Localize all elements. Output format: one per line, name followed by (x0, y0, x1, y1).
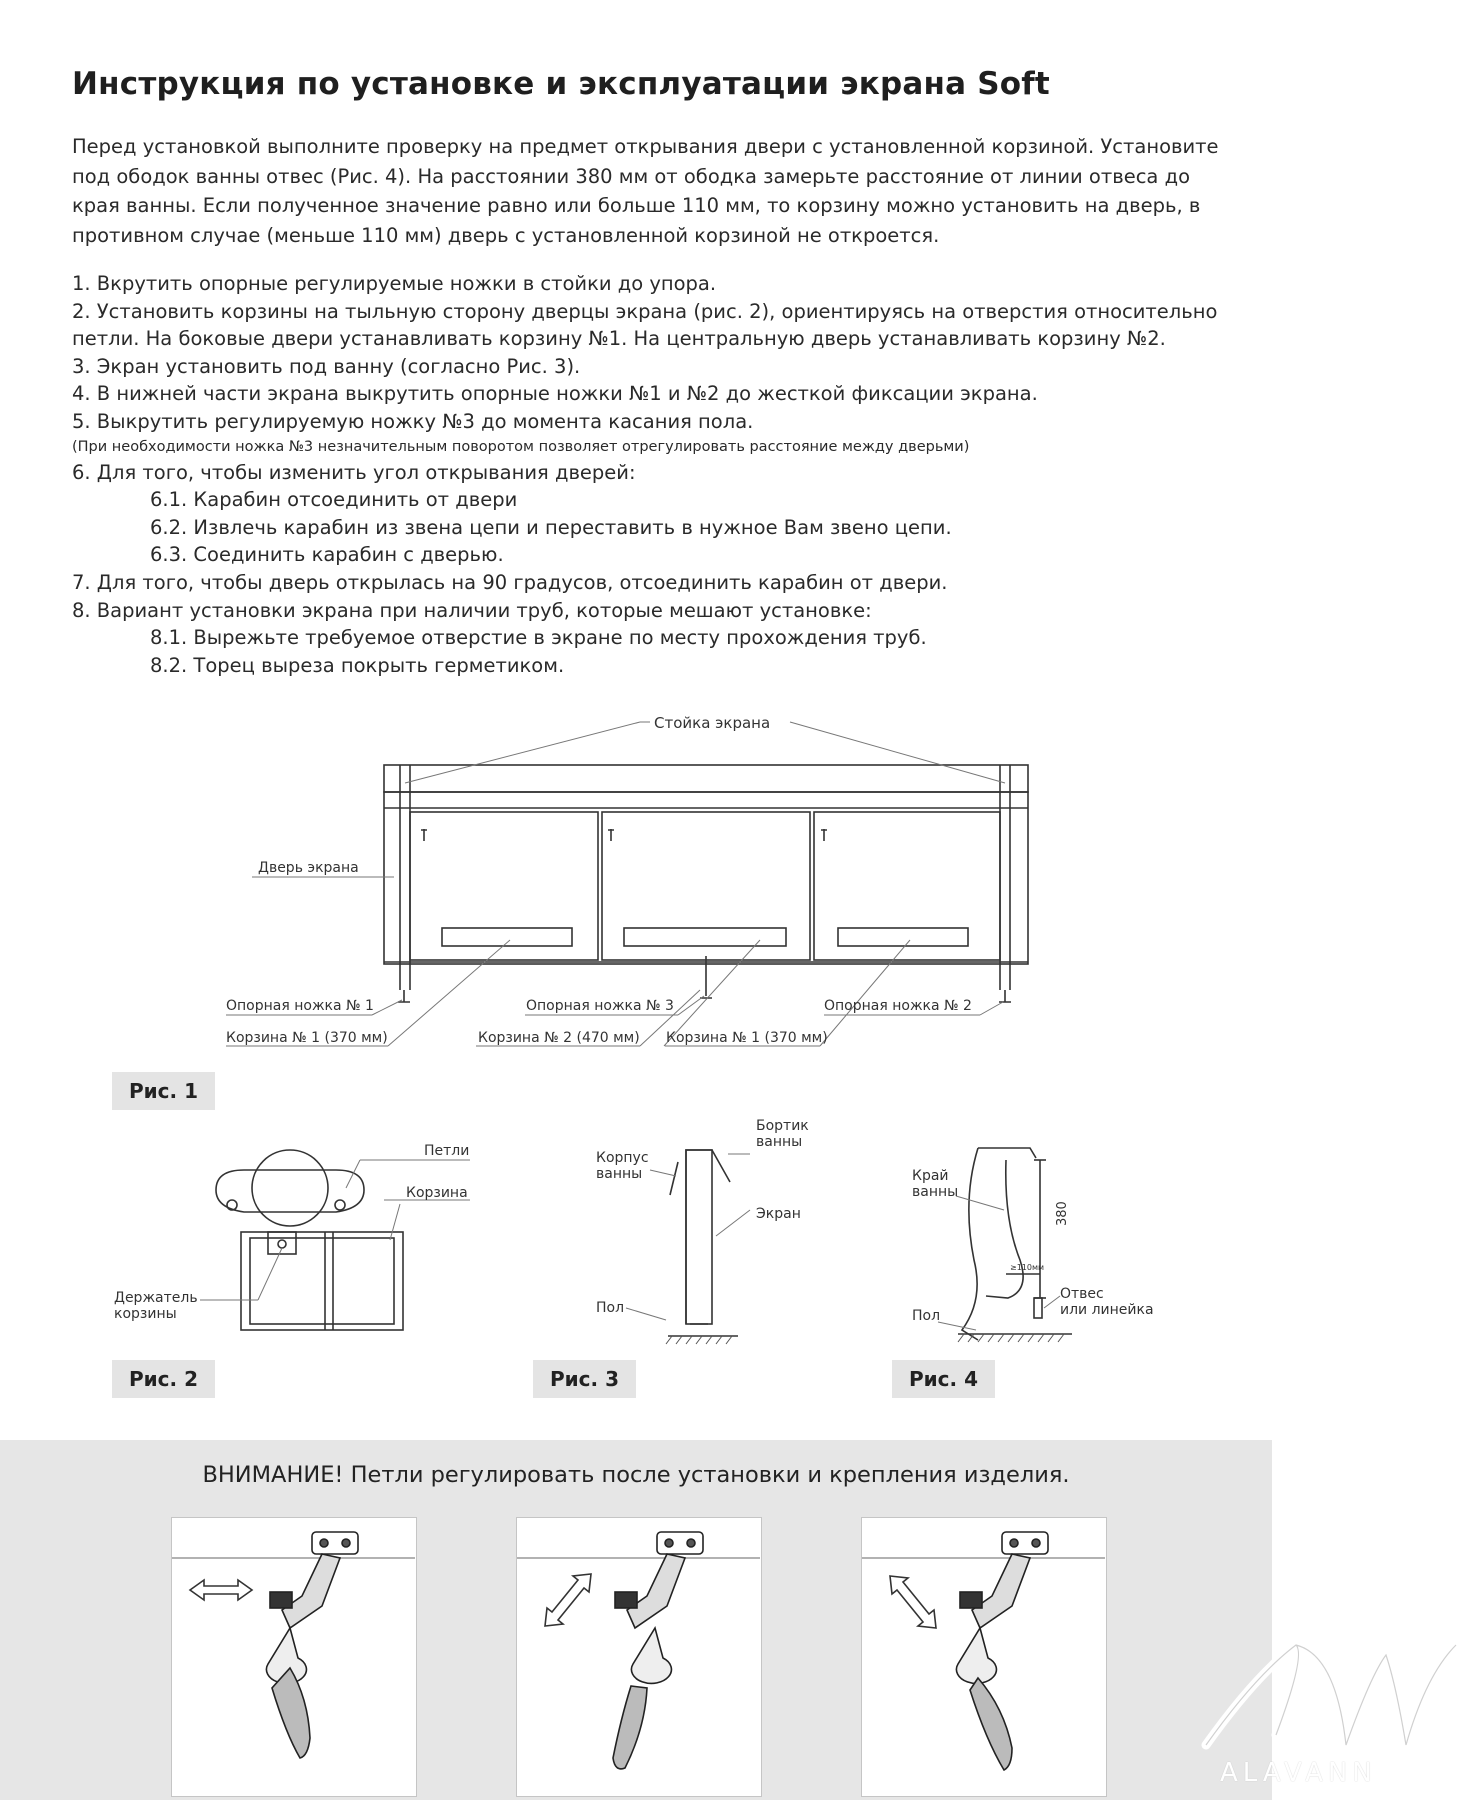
step-3: 3. Экран установить под ванну (согласно Рис. 3). (72, 354, 581, 378)
label-body-line2: ванны (596, 1166, 643, 1182)
step-6-1: 6.1. Карабин отсоединить от двери (150, 488, 518, 512)
hinge-mark-center (608, 829, 614, 841)
leg-1 (398, 990, 410, 1002)
label-hinges: Петли (424, 1143, 470, 1159)
step-1: 1. Вкрутить опорные регулируемые ножки в стойки до упора. (72, 272, 717, 295)
hinge-icon (266, 1532, 358, 1758)
screen-panel (384, 792, 1028, 964)
step-7: 7. Для того, чтобы дверь открылась на 90 градусов, отсоединить карабин от двери. (72, 570, 948, 594)
step-6: 6. Для того, чтобы изменить угол открывания дверей: (72, 460, 636, 484)
step-2-continued: петли. На боковые двери устанавливать корзину №1. На центральную дверь устанавливать корзину №2. (72, 327, 1166, 351)
arrow-horizontal-icon (190, 1580, 252, 1600)
label-body-line1: Корпус (596, 1150, 649, 1166)
label-rim-line2: ванны (756, 1134, 803, 1150)
hinge-photo-3 (861, 1517, 1107, 1797)
step-6-3: 6.3. Соединить карабин с дверью. (150, 543, 504, 567)
label-rim-line1: Бортик (756, 1118, 809, 1134)
label-plumb-line1: Отвес (1060, 1286, 1104, 1302)
basket-left (442, 928, 572, 946)
label-holder-line1: Держатель (114, 1290, 198, 1306)
figure-4-diagram (958, 1148, 1072, 1340)
step-5-note: (При необходимости ножка №3 незначительным поворотом позволяет отрегулировать расстояние между дверьми) (72, 438, 970, 455)
top-rail (384, 765, 1028, 792)
label-basket-1-left: Корзина № 1 (370 мм) (226, 1030, 388, 1046)
label-leg-1: Опорная ножка № 1 (226, 998, 374, 1014)
hinge-icon (956, 1532, 1048, 1770)
arrow-diagonal-icon (545, 1574, 591, 1626)
page-title: Инструкция по установке и эксплуатации экрана Soft (72, 66, 1050, 102)
basket-right (838, 928, 968, 946)
label-floor-fig4: Пол (912, 1308, 941, 1324)
label-basket: Корзина (406, 1185, 468, 1201)
hinge-photo-1 (171, 1517, 417, 1797)
logo-text: ALAVANN (1220, 1758, 1377, 1788)
label-basket-1-right: Корзина № 1 (370 мм) (666, 1030, 828, 1046)
door-right (814, 812, 1000, 960)
fig-1-label: Рис. 1 (112, 1072, 215, 1110)
leg-2 (999, 990, 1011, 1002)
arrow-diagonal-down-icon (890, 1576, 936, 1628)
dim-110: ≥110мм (1010, 1263, 1045, 1272)
step-8-2: 8.2. Торец выреза покрыть герметиком. (150, 653, 565, 677)
label-plumb-line2: или линейка (1060, 1302, 1154, 1318)
step-8-1: 8.1. Вырежьте требуемое отверстие в экране по месту прохождения труб. (150, 626, 927, 650)
label-edge-line2: ванны (912, 1184, 959, 1200)
hinge-photo-2 (516, 1517, 762, 1797)
figure-3-diagram (668, 1150, 738, 1336)
label-basket-2: Корзина № 2 (470 мм) (478, 1030, 640, 1046)
step-5: 5. Выкрутить регулируемую ножку №3 до момента касания пола. (72, 409, 754, 433)
hinge-mark-right (821, 829, 827, 841)
label-door: Дверь экрана (258, 860, 359, 876)
fig-4-label: Рис. 4 (892, 1360, 995, 1398)
fig-3-label: Рис. 3 (533, 1360, 636, 1398)
label-edge-line1: Край (912, 1168, 949, 1184)
label-screen: Экран (756, 1206, 801, 1222)
intro-paragraph: Перед установкой выполните проверку на предмет открывания двери с установленной корзиной. Установите под ободок ванны отвес (Рис. 4). На расстоянии 380 мм от ободка замерьте расстояние от линии отвеса до края ванны. Если полученное значение равно или больше 110 мм, то корзину можно установить на дверь, в противном случае (меньше 110 мм) дверь с установленной корзиной не откроется. (72, 135, 1219, 247)
step-6-2: 6.2. Извлечь карабин из звена цепи и переставить в нужное Вам звено цепи. (150, 515, 952, 539)
label-holder-line2: корзины (114, 1306, 177, 1322)
label-stoyka: Стойка экрана (654, 714, 771, 732)
step-8: 8. Вариант установки экрана при наличии труб, которые мешают установке: (72, 598, 872, 622)
step-4: 4. В нижней части экрана выкрутить опорные ножки №1 и №2 до жесткой фиксации экрана. (72, 382, 1038, 406)
label-floor-fig3: Пол (596, 1300, 625, 1316)
door-center (602, 812, 810, 960)
figure-2-diagram (216, 1150, 403, 1330)
attention-title: ВНИМАНИЕ! Петли регулировать после установки и крепления изделия. (202, 1462, 1070, 1488)
step-2: 2. Установить корзины на тыльную сторону дверцы экрана (рис. 2), ориентируясь на отверстия относительно (72, 299, 1218, 323)
label-leg-3: Опорная ножка № 3 (526, 998, 674, 1014)
label-leg-2: Опорная ножка № 2 (824, 998, 972, 1014)
hinge-mark-left (421, 829, 427, 841)
hinge-icon (613, 1532, 703, 1769)
dim-380: 380 (1055, 1201, 1070, 1226)
door-left (410, 812, 598, 960)
basket-center (624, 928, 786, 946)
fig-2-label: Рис. 2 (112, 1360, 215, 1398)
